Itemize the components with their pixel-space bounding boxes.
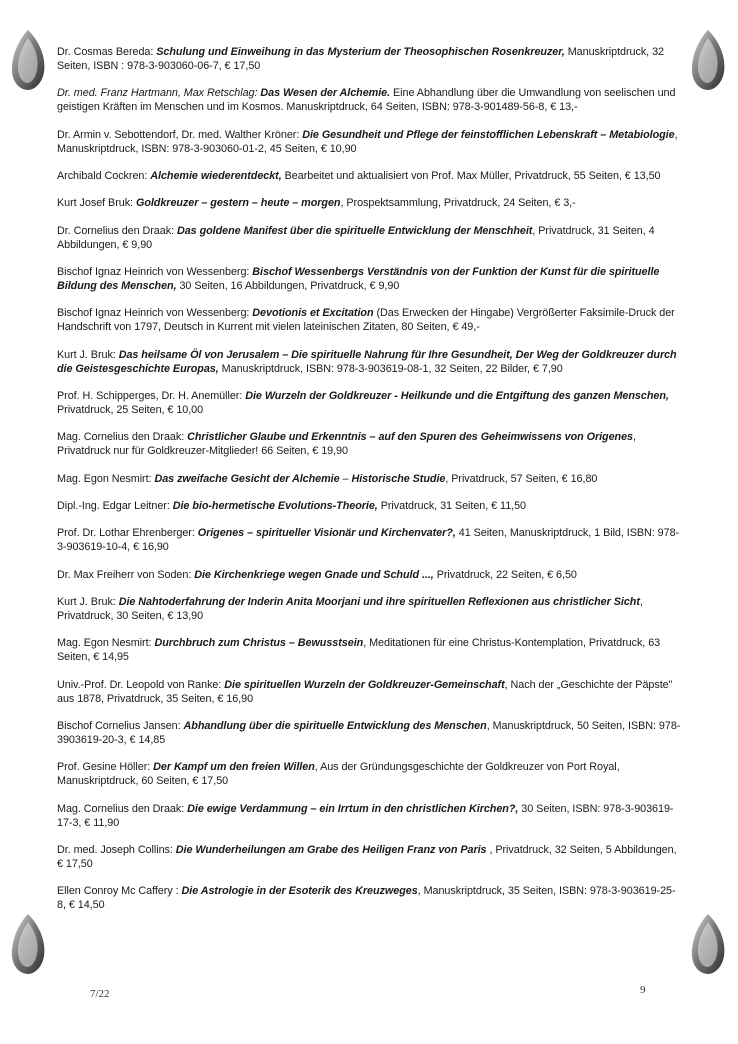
book-author: Archibald Cockren:	[57, 169, 151, 182]
drop-seal-icon	[8, 28, 48, 92]
book-entry	[57, 500, 682, 514]
book-author: Kurt J. Bruk:	[57, 596, 119, 609]
book-author: Dipl.-Ing. Edgar Leitner:	[57, 500, 173, 513]
book-entry	[57, 679, 682, 707]
book-entry	[57, 637, 682, 665]
book-title: Das zweifache Gesicht der Alchemie	[154, 472, 340, 485]
book-title: Das heilsame Öl von Jerusalem – Die spirituelle Nahrung für Ihre Gesundheit, Der Weg der Goldkreuzer durch die Geistesgeschichte Europas,	[57, 348, 677, 375]
book-details: –	[339, 472, 352, 485]
book-author: Dr. med. Franz Hartmann, Max Retschlag:	[57, 87, 261, 100]
book-entry	[57, 803, 682, 831]
book-entry	[57, 527, 682, 555]
book-details: Manuskriptdruck, 32 Seiten, ISBN : 978-3-903060-06-7, € 17,50	[57, 46, 664, 72]
book-details: , Privatdruck, 30 Seiten, € 13,90	[57, 596, 643, 623]
drop-seal-icon	[8, 912, 48, 976]
book-details: Manuskriptdruck, ISBN: 978-3-903619-08-1, 32 Seiten, 22 Bilder, € 7,90	[218, 362, 563, 375]
book-author: Mag. Egon Nesmirt:	[57, 472, 155, 485]
book-title: Die Wunderheilungen am Grabe des Heiligen Franz von Paris	[175, 844, 487, 857]
book-title: Die spirituellen Wurzeln der Goldkreuzer-Gemeinschaft	[224, 678, 505, 691]
book-author: Dr. Cosmas Bereda:	[57, 46, 157, 58]
book-details: Eine Abhandlung über die Umwandlung von seelischen und geistigen Kräften im Menschen und im Kosmos. Manuskriptdruck, 64 Seiten, ISBN: 978-3-901489-56-8, € 13,-	[57, 87, 676, 114]
book-details: 41 Seiten, Manuskriptdruck, 1 Bild, ISBN: 978-3-903619-10-4, € 16,90	[57, 527, 680, 554]
book-author: Mag. Egon Nesmirt:	[57, 637, 155, 650]
book-entry	[57, 266, 682, 294]
book-entry	[57, 170, 682, 184]
book-entry	[57, 473, 682, 487]
book-details: Privatdruck, 31 Seiten, € 11,50	[377, 500, 527, 513]
book-title: Das goldene Manifest über die spirituelle Entwicklung der Menschheit	[176, 224, 533, 237]
footer-issue-date: 7/22	[90, 988, 110, 1000]
book-list	[57, 46, 682, 927]
book-author: Dr. Cornelius den Draak:	[57, 224, 177, 237]
book-author: Mag. Cornelius den Draak:	[57, 802, 188, 815]
book-author: Kurt J. Bruk:	[57, 348, 119, 361]
drop-seal-icon	[688, 912, 728, 976]
book-entry	[57, 46, 682, 74]
book-details: , Privatdruck nur für Goldkreuzer-Mitglieder! 66 Seiten, € 19,90	[57, 431, 636, 458]
book-title: Abhandlung über die spirituelle Entwicklung des Menschen	[183, 720, 487, 733]
book-entry	[57, 307, 682, 335]
book-entry	[57, 87, 682, 115]
book-title: Alchemie wiederentdeckt,	[150, 169, 282, 182]
book-details: , Prospektsammlung, Privatdruck, 24 Seiten, € 3,-	[340, 197, 576, 210]
book-details: , Manuskriptdruck, 50 Seiten, ISBN: 978-3903619-20-3, € 14,85	[57, 720, 681, 746]
book-entry	[57, 431, 682, 459]
book-author: Dr. Max Freiherr von Soden:	[57, 568, 195, 581]
book-author: Dr. med. Joseph Collins:	[57, 844, 176, 857]
book-author: Mag. Cornelius den Draak:	[57, 431, 188, 444]
book-entry	[57, 596, 682, 624]
book-title: Bischof Wessenbergs Verständnis von der Funktion der Kunst für die spirituelle Bildung des Menschen,	[57, 266, 660, 292]
book-details: 30 Seiten, ISBN: 978-3-903619-17-3, € 11,90	[57, 802, 674, 829]
book-entry	[57, 720, 682, 748]
book-title: Devotionis et Excitation	[252, 307, 374, 320]
book-details: , Meditationen für eine Christus-Kontemplation, Privatdruck, 63 Seiten, € 14,95	[57, 637, 661, 664]
book-title: Die ewige Verdammung – ein Irrtum in den christlichen Kirchen?,	[187, 802, 519, 815]
book-entry	[57, 390, 682, 418]
book-entry	[57, 761, 682, 789]
book-entry	[57, 225, 682, 253]
book-author: Ellen Conroy Mc Caffery :	[57, 885, 182, 898]
book-author: Prof. Gesine Höller:	[57, 761, 154, 774]
book-details: , Manuskriptdruck, ISBN: 978-3-903060-01-2, 45 Seiten, € 10,90	[57, 128, 678, 155]
book-details: , Manuskriptdruck, 35 Seiten, ISBN: 978-3-903619-25-8, € 14,50	[57, 885, 676, 912]
book-author: Prof. H. Schipperges, Dr. H. Anemüller:	[57, 390, 246, 402]
page-number: 9	[640, 984, 646, 996]
book-author: Bischof Cornelius Jansen:	[57, 720, 184, 733]
book-title: Das Wesen der Alchemie.	[260, 87, 391, 100]
book-title: Der Kampf um den freien Willen	[153, 761, 315, 774]
book-details: 30 Seiten, 16 Abbildungen, Privatdruck, € 9,90	[176, 279, 400, 292]
book-author: Dr. Armin v. Sebottendorf, Dr. med. Walther Kröner:	[57, 128, 303, 141]
book-author: Bischof Ignaz Heinrich von Wessenberg:	[57, 307, 253, 320]
book-subtitle: Historische Studie	[351, 472, 446, 485]
book-details: Privatdruck, 25 Seiten, € 10,00	[57, 403, 204, 416]
book-title: Die Kirchenkriege wegen Gnade und Schuld ...,	[194, 568, 434, 581]
book-author: Univ.-Prof. Dr. Leopold von Ranke:	[57, 678, 225, 691]
book-entry	[57, 129, 682, 157]
book-entry	[57, 569, 682, 583]
book-title: Die Astrologie in der Esoterik des Kreuzweges	[181, 885, 418, 898]
book-details: , Privatdruck, 32 Seiten, 5 Abbildungen, € 17,50	[57, 844, 677, 870]
book-details: Privatdruck, 22 Seiten, € 6,50	[433, 568, 577, 581]
book-title: Die Nahtoderfahrung der Inderin Anita Moorjani und ihre spirituellen Reflexionen aus christlicher Sicht	[118, 596, 640, 609]
book-author: Bischof Ignaz Heinrich von Wessenberg:	[57, 266, 253, 279]
book-entry	[57, 349, 682, 377]
book-author: Kurt Josef Bruk:	[57, 197, 136, 210]
book-title: Die bio-hermetische Evolutions-Theorie,	[172, 500, 378, 513]
book-title: Die Wurzeln der Goldkreuzer - Heilkunde und die Entgiftung des ganzen Menschen,	[245, 390, 669, 402]
book-details: , Privatdruck, 31 Seiten, 4 Abbildungen, € 9,90	[57, 224, 655, 251]
book-entry	[57, 197, 682, 211]
book-details: , Aus der Gründungsgeschichte der Goldkreuzer von Port Royal, Manuskriptdruck, 60 Seiten, € 17,50	[57, 761, 620, 788]
book-title: Die Gesundheit und Pflege der feinstofflichen Lebenskraft – Metabiologie	[302, 128, 675, 141]
book-title: Christlicher Glaube und Erkenntnis – auf den Spuren des Geheimwissens von Origenes	[187, 431, 634, 444]
book-details: Bearbeitet und aktualisiert von Prof. Max Müller, Privatdruck, 55 Seiten, € 13,50	[281, 169, 661, 182]
book-title: Origenes – spiritueller Visionär und Kirchenvater?,	[197, 527, 456, 540]
book-details: , Privatdruck, 57 Seiten, € 16,80	[445, 472, 598, 485]
book-title: Goldkreuzer – gestern – heute – morgen	[135, 197, 341, 210]
book-title: Durchbruch zum Christus – Bewusstsein	[154, 637, 364, 650]
drop-seal-icon	[688, 28, 728, 92]
book-entry	[57, 885, 682, 913]
book-details: , Nach der „Geschichte der Päpste" aus 1878, Privatdruck, 35 Seiten, € 16,90	[57, 678, 673, 705]
book-entry	[57, 844, 682, 872]
book-author: Prof. Dr. Lothar Ehrenberger:	[57, 527, 198, 540]
book-title: Schulung und Einweihung in das Mysterium der Theosophischen Rosenkreuzer,	[156, 46, 565, 58]
book-details: (Das Erwecken der Hingabe) Vergrößerter Faksimile-Druck der Handschrift von 1797, Deutsch in Kurrent mit vielen lateinischen Zitaten, 80 Seiten, € 49,-	[57, 307, 675, 334]
